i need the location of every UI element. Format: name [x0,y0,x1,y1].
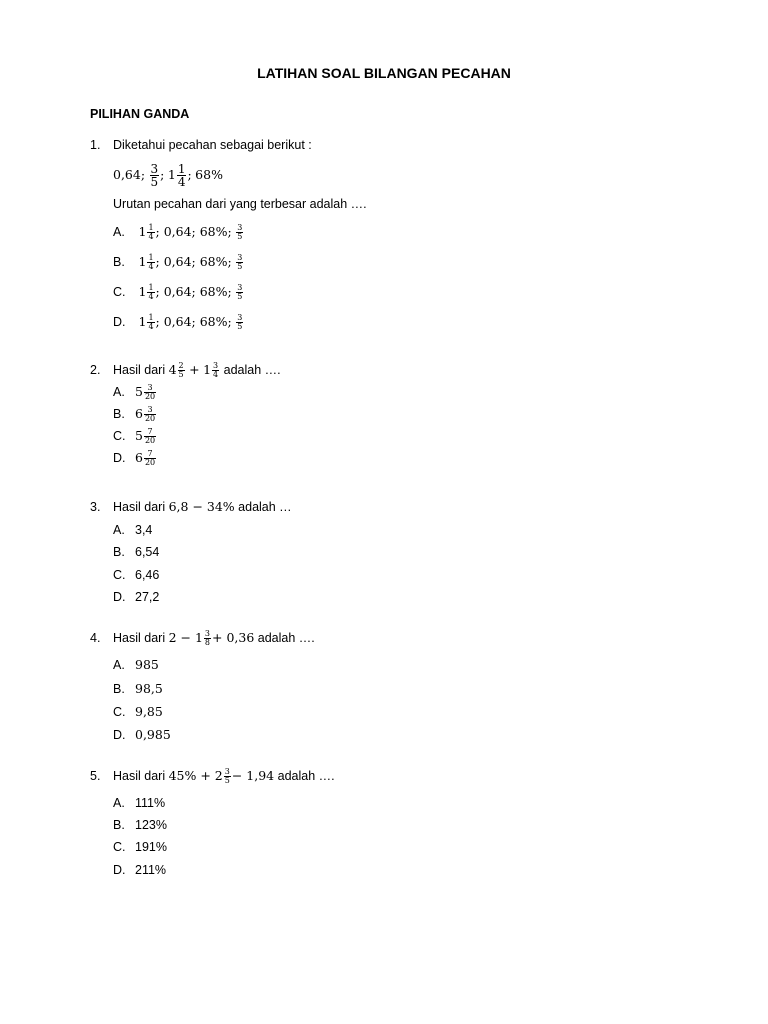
option-q4-b: B. 98,5 [113,681,163,696]
question-3: 3. Hasil dari 6,8 − 34% adalah … [90,499,292,514]
option-q3-d: D. 27,2 [113,590,160,604]
given-whole: 1 [167,167,176,182]
question-number: 2. [90,363,101,377]
expression: 6,8 − 34% [168,499,235,514]
option-q4-a: A. 985 [113,657,159,672]
option-q2-d: D. 6 $\frac{7}{20}$ [113,449,156,468]
question-1 [90,137,312,153]
option-q3-b: B. 6,54 [113,545,160,559]
given-decimal: 0,64; [113,167,146,182]
option-q2-b: B. 6 $\frac{3}{20}$ [113,405,156,424]
option-q5-b: B. 123% [113,818,167,832]
question-suffix: adalah …. [223,363,281,377]
question-text: Diketahui pecahan sebagai berikut : [113,138,312,152]
option-q3-a: A. 3,4 [113,523,153,537]
option-q4-c: C. 9,85 [113,704,163,719]
option-q1-b: B. 1 $\frac{1}{4}$ ; 0,64; 68%; $\frac{3}{5}$ [113,253,243,272]
question-1-prompt: Urutan pecahan dari yang terbesar adalah …. [113,197,367,211]
option-q5-d: D. 211% [113,863,167,877]
question-5: 5. Hasil dari 45% + 2 $\frac{3}{5}$ − 1,94 adalah …. [90,767,335,786]
option-label: D. [113,315,126,329]
given-fraction: $\frac{3}{5}$ [150,162,159,190]
separator: ; [187,167,192,182]
option-q4-d: D. 0,985 [113,727,171,742]
question-4: 4. Hasil dari 2 − 1 $\frac{3}{8}$ + 0,36 adalah …. [90,629,315,648]
option-q3-c: C. 6,46 [113,568,160,582]
option-q1-c: C. 1 $\frac{1}{4}$ ; 0,64; 68%; $\frac{3}{5}$ [113,283,243,302]
option-q2-a: A. 5 $\frac{3}{20}$ [113,383,156,402]
option-label: C. [113,285,126,299]
option-q1-d: D. 1 $\frac{1}{4}$ ; 0,64; 68%; $\frac{3}{5}$ [113,313,243,332]
question-2: 2. Hasil dari 4 $\frac{2}{5}$ + 1 $\frac{3}{4}$ adalah …. [90,361,281,380]
section-heading: PILIHAN GANDA [90,107,190,121]
given-percent: 68% [195,167,223,182]
option-q5-a: A. 111% [113,796,166,810]
option-q5-c: C. 191% [113,840,167,854]
option-q2-c: C. 5 $\frac{7}{20}$ [113,427,156,446]
option-label: B. [113,255,125,269]
given-mixed-fraction: $\frac{1}{4}$ [177,162,186,190]
option-label: A. [113,225,125,239]
separator: ; [160,167,165,182]
question-text: Hasil dari [113,363,166,377]
question-number: 1. [90,138,101,152]
option-q1-a: A. 1 $\frac{1}{4}$ ; 0,64; 68%; $\frac{3}{5}$ [113,223,243,242]
page-title: LATIHAN SOAL BILANGAN PECAHAN [257,65,511,81]
question-1-given [113,160,223,190]
